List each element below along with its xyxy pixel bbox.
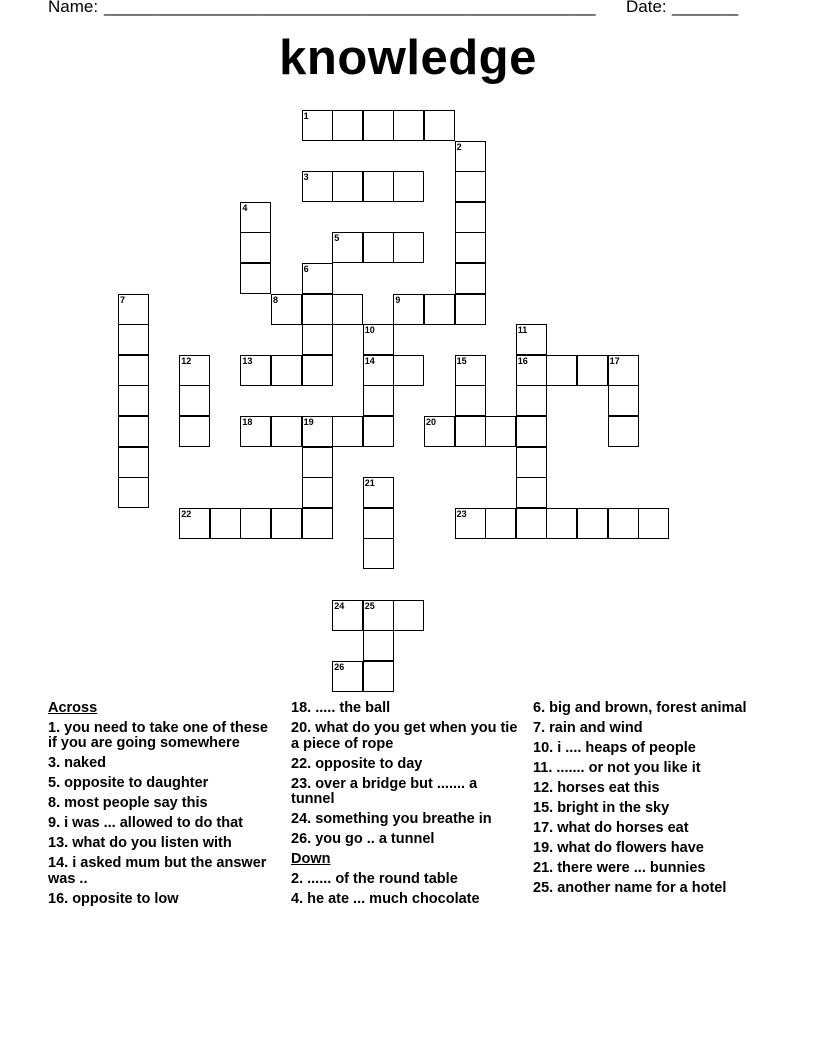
clue-number: 17 <box>609 355 620 366</box>
crossword-cell[interactable] <box>179 416 210 447</box>
clue-number: 26 <box>334 661 345 672</box>
clue-number: 14 <box>364 355 375 366</box>
crossword-cell[interactable] <box>455 385 486 416</box>
crossword-cell[interactable] <box>363 385 394 416</box>
across-clue: 13. what do you listen with <box>48 835 232 851</box>
crossword-cell[interactable] <box>332 294 363 325</box>
down-clue: 10. i .... heaps of people <box>533 740 696 756</box>
across-clue: 24. something you breathe in <box>291 811 492 827</box>
across-heading: Across <box>48 700 98 716</box>
crossword-cell[interactable] <box>516 324 547 355</box>
crossword-cell[interactable] <box>608 508 639 539</box>
crossword-cell[interactable] <box>363 416 394 447</box>
crossword-cell[interactable] <box>363 508 394 539</box>
crossword-cell[interactable] <box>302 447 333 478</box>
crossword-cell[interactable] <box>455 202 486 233</box>
down-clue: 25. another name for a hotel <box>533 880 727 896</box>
crossword-cell[interactable] <box>546 508 577 539</box>
clue-number: 1 <box>303 111 309 121</box>
crossword-cell[interactable] <box>118 416 149 447</box>
clue-number: 15 <box>456 355 467 366</box>
name-field[interactable]: ____________________________________________________ <box>104 0 596 16</box>
crossword-cell[interactable] <box>424 416 455 447</box>
clue-number: 12 <box>181 355 192 366</box>
crossword-cell[interactable] <box>240 202 271 233</box>
crossword-cell[interactable] <box>455 263 486 294</box>
crossword-cell[interactable] <box>240 355 271 386</box>
crossword-cell[interactable] <box>240 263 271 294</box>
crossword-cell[interactable] <box>363 324 394 355</box>
crossword-cell[interactable] <box>302 110 333 141</box>
clue-number: 4 <box>242 202 248 213</box>
crossword-cell[interactable] <box>577 508 608 539</box>
crossword-cell[interactable] <box>332 232 363 263</box>
down-clue: 11. ....... or not you like it <box>533 760 701 776</box>
crossword-cell[interactable] <box>455 355 486 386</box>
crossword-cell[interactable] <box>302 171 333 202</box>
clue-number: 16 <box>517 355 528 366</box>
crossword-cell[interactable] <box>516 416 547 447</box>
across-clue: 20. what do you get when you tie a piece of rope <box>291 720 518 752</box>
crossword-cell[interactable] <box>302 416 333 447</box>
crossword-cell[interactable] <box>118 477 149 508</box>
crossword-cell[interactable] <box>455 416 486 447</box>
crossword-cell[interactable] <box>179 508 210 539</box>
crossword-cell[interactable] <box>516 477 547 508</box>
crossword-cell[interactable] <box>393 294 424 325</box>
crossword-cell[interactable] <box>271 508 302 539</box>
down-heading: Down <box>291 851 331 867</box>
down-clue: 12. horses eat this <box>533 780 660 796</box>
across-clue: 5. opposite to daughter <box>48 775 209 791</box>
crossword-cell[interactable] <box>516 385 547 416</box>
crossword-cell[interactable] <box>179 355 210 386</box>
crossword-cell[interactable] <box>363 630 394 661</box>
name-label: Name: <box>48 0 99 16</box>
crossword-cell[interactable] <box>332 171 363 202</box>
down-clue: 17. what do horses eat <box>533 820 689 836</box>
crossword-cell[interactable] <box>608 416 639 447</box>
across-clue: 8. most people say this <box>48 795 208 811</box>
crossword-cell[interactable] <box>240 508 271 539</box>
clue-number: 20 <box>426 417 437 427</box>
crossword-cell[interactable] <box>240 232 271 263</box>
crossword-cell[interactable] <box>363 232 394 263</box>
crossword-cell[interactable] <box>271 355 302 386</box>
clue-number: 19 <box>303 417 314 427</box>
down-clue: 4. he ate ... much chocolate <box>291 890 480 907</box>
crossword-cell[interactable] <box>363 171 394 202</box>
crossword-cell[interactable] <box>393 355 424 386</box>
crossword-cell[interactable] <box>118 385 149 416</box>
crossword-cell[interactable] <box>455 508 486 539</box>
crossword-cell[interactable] <box>455 141 486 172</box>
crossword-cell[interactable] <box>455 294 486 325</box>
clue-column-1 <box>48 701 280 912</box>
across-clue: 26. you go .. a tunnel <box>291 831 435 847</box>
clue-number: 18 <box>242 417 253 427</box>
date-label: Date: <box>626 0 667 16</box>
crossword-cell[interactable] <box>271 416 302 447</box>
across-clue: 1. you need to take one of these if you are going somewhere <box>48 719 268 751</box>
clue-number: 11 <box>517 325 528 336</box>
crossword-cell[interactable] <box>638 508 669 539</box>
clue-column-3 <box>533 701 765 901</box>
down-clue: 19. what do flowers have <box>533 840 704 856</box>
crossword-cell[interactable] <box>516 447 547 478</box>
crossword-cell[interactable] <box>393 232 424 263</box>
across-clue: 9. i was ... allowed to do that <box>48 815 243 831</box>
crossword-cell[interactable] <box>485 416 516 447</box>
crossword-cell[interactable] <box>393 600 424 631</box>
crossword-cell[interactable] <box>424 110 455 141</box>
crossword-cell[interactable] <box>210 508 241 539</box>
clue-number: 6 <box>303 264 309 274</box>
crossword-cell[interactable] <box>271 294 302 325</box>
crossword-cell[interactable] <box>424 294 455 325</box>
clue-number: 7 <box>120 294 126 305</box>
clue-number: 10 <box>364 325 375 336</box>
across-clue: 23. over a bridge but ....... a tunnel <box>291 775 478 807</box>
crossword-cell[interactable] <box>608 385 639 416</box>
date-field[interactable]: _______ <box>672 0 739 16</box>
crossword-cell[interactable] <box>363 661 394 692</box>
page-title: knowledge <box>279 31 537 85</box>
crossword-cell[interactable] <box>179 385 210 416</box>
crossword-cell[interactable] <box>363 477 394 508</box>
across-clue: 16. opposite to low <box>48 890 179 907</box>
crossword-cell[interactable] <box>363 355 394 386</box>
crossword-cell[interactable] <box>118 355 149 386</box>
down-clue: 2. ...... of the round table <box>291 870 458 887</box>
crossword-cell[interactable] <box>516 355 547 386</box>
across-clue: 22. opposite to day <box>291 755 423 772</box>
clue-number: 24 <box>334 600 345 611</box>
crossword-cell[interactable] <box>302 355 333 386</box>
clue-number: 5 <box>334 233 340 244</box>
clue-number: 25 <box>364 600 375 611</box>
clue-number: 13 <box>242 355 253 366</box>
crossword-cell[interactable] <box>240 416 271 447</box>
clue-number: 2 <box>456 141 462 152</box>
crossword-cell[interactable] <box>302 477 333 508</box>
down-clue: 7. rain and wind <box>533 720 643 736</box>
crossword-cell[interactable] <box>393 171 424 202</box>
clue-number: 8 <box>273 294 279 305</box>
crossword-cell[interactable] <box>332 110 363 141</box>
crossword-cell[interactable] <box>363 538 394 569</box>
across-clue: 3. naked <box>48 755 107 771</box>
clue-number: 3 <box>303 172 309 183</box>
crossword-cell[interactable] <box>455 171 486 202</box>
crossword-cell[interactable] <box>302 508 333 539</box>
down-clue: 21. there were ... bunnies <box>533 860 706 876</box>
across-clue: 18. ..... the ball <box>291 700 391 716</box>
clue-number: 9 <box>395 294 401 305</box>
clue-column-2 <box>291 701 523 912</box>
crossword-cell[interactable] <box>302 263 333 294</box>
crossword-cell[interactable] <box>485 508 516 539</box>
crossword-cell[interactable] <box>577 355 608 386</box>
clue-number: 21 <box>364 478 375 489</box>
crossword-cell[interactable] <box>332 416 363 447</box>
down-clue: 6. big and brown, forest animal <box>533 700 747 716</box>
crossword-cell[interactable] <box>118 447 149 478</box>
crossword-cell[interactable] <box>546 355 577 386</box>
crossword-cell[interactable] <box>516 508 547 539</box>
crossword-cell[interactable] <box>118 294 149 325</box>
across-clue: 14. i asked mum but the answer was .. <box>48 855 267 887</box>
crossword-cell[interactable] <box>302 294 333 325</box>
crossword-cell[interactable] <box>332 661 363 692</box>
crossword-cell[interactable] <box>332 600 363 631</box>
crossword-cell[interactable] <box>302 324 333 355</box>
clue-number: 22 <box>181 508 192 519</box>
clue-number: 23 <box>456 508 467 519</box>
crossword-cell[interactable] <box>363 600 394 631</box>
crossword-cell[interactable] <box>363 110 394 141</box>
crossword-cell[interactable] <box>608 355 639 386</box>
crossword-cell[interactable] <box>118 324 149 355</box>
crossword-cell[interactable] <box>455 232 486 263</box>
crossword-cell[interactable] <box>393 110 424 141</box>
down-clue: 15. bright in the sky <box>533 800 670 816</box>
